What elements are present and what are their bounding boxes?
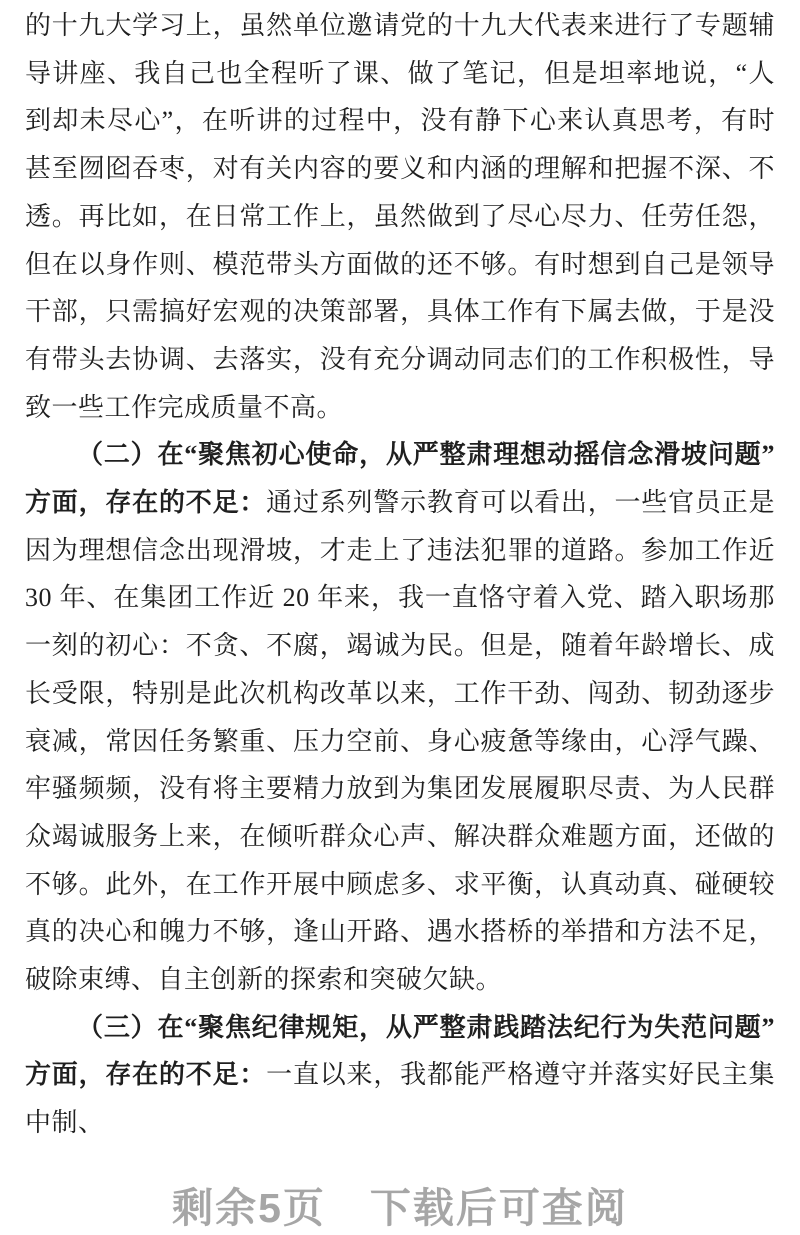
paragraph-text: 一直以来，我都能严格遵守并落实好民主集中制、 [25, 1060, 775, 1138]
document-body [25, 2, 775, 1147]
download-hint-label: 下载后可查阅 [369, 1184, 628, 1231]
preview-footer [25, 1175, 775, 1234]
section-2-paragraph [25, 431, 775, 1003]
paragraph-text: 的十九大学习上，虽然单位邀请党的十九大代表来进行了专题辅导讲座、我自己也全程听了课、做了笔记，但是坦率地说，“人到却未尽心”，在听讲的过程中，没有静下心来认真思考，有时甚至囫囵吞枣，对有关内容的要义和内涵的理解和把握不深、不透。再比如，在日常工作上，虽然做到了尽心尽力、任劳任怨，但在以身作则、模范带头方面做的还不够。有时想到自己是领导干部，只需搞好宏观的决策部署，具体工作有下属去做，于是没有带头去协调、去落实，没有充分调动同志们的工作积极性，导致一些工作完成质量不高。 [25, 11, 775, 422]
paragraph-continuation [25, 2, 775, 431]
paragraph-text: 通过系列警示教育可以看出，一些官员正是因为理想信念出现滑坡，才走上了违法犯罪的道路。参加工作近 30 年、在集团工作近 20 年来，我一直恪守着入党、踏入职场那一刻的初心：不贪、不腐，竭诚为民。但是，随着年龄增长、成长受限，特别是此次机构改革以来，工作干劲、闯劲、韧劲逐步衰减，常因任务繁重、压力空前、身心疲惫等缘由，心浮气躁、牢骚频频，没有将主要精力放到为集团发展履职尽责、为人民群众竭诚服务上来，在倾听群众心声、解决群众难题方面，还做的不够。此外，在工作开展中顾虑多、求平衡，认真动真、碰硬较真的决心和魄力不够，逢山开路、遇水搭桥的举措和方法不足，破除束缚、自主创新的探索和突破欠缺。 [25, 488, 775, 995]
section-3-heading: （三）在“聚焦纪律规矩，从严整肃践踏法纪行为失范问题”方面，存在的不足： [25, 1012, 775, 1090]
remaining-pages-label: 剩余5页 [172, 1184, 326, 1231]
section-3-paragraph [25, 1004, 775, 1147]
section-2-heading: （二）在“聚焦初心使命，从严整肃理想动摇信念滑坡问题”方面，存在的不足： [25, 440, 775, 518]
